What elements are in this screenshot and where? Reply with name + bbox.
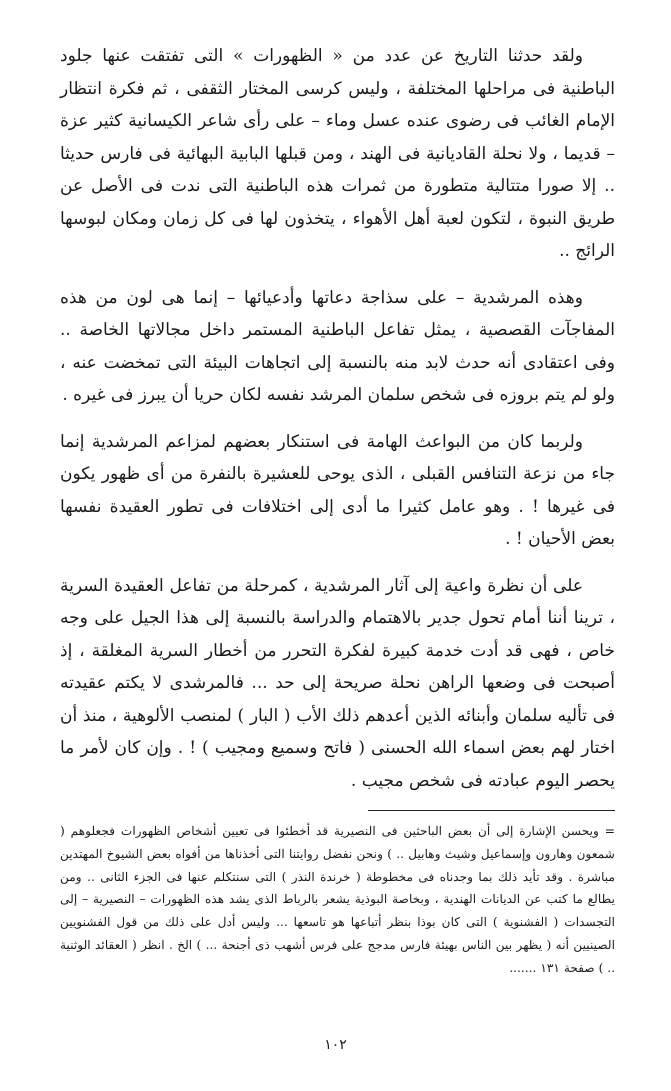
paragraph-2: وهذه المرشدية – على سذاجة دعاتها وأدعيائها – إنما هى لون من هذه المفاجآت القصصية ، يمثل تفاعل الباطنية المستمر داخل مجالاتها الخاصة .. وفى اعتقادى أنه حدث لابد منه بالنسبة إلى اتجاهات البيئة التى تمخضت عنه ، ولو لم يتم بروزه فى شخص سلمان المرشد نفسه لكان حريا أن يبرز فى غيره . [60, 287, 615, 405]
footnote-divider [368, 810, 615, 811]
footnotes [60, 820, 615, 980]
main-text [60, 40, 615, 797]
footnote-text: = ويحسن الإشارة إلى أن بعض الباحثين فى النصيرية قد أخطئوا فى تعيين أشخاص الظهورات فجعلوهم ( شمعون وهارون وإسماعيل وشيث وهابيل .. ) ونحن نفضل روايتنا التى أخذناها من أفواه بعض الشيوخ المهتدين مباشرة . وقد تأيد ذلك بما وجدناه فى مخطوطة ( خرندة النذر ) التى سنتكلم عنها فى الجزء الثانى .. ومن يطالع ما كتب عن الديانات الهندية ، وبخاصة البوذية يشعر بالرباط الذى يشد هذه الظهورات – النصيرية – إلى التجسدات ( الفشنوية ) التى كان بوذا بنظر أتباعها هو تاسعها ... وليس أدل على ذلك من قول الفشنويين الصينيين أنه ( يظهر بين الناس بهيئة فارس مدجج على فرس أشهب ذى أجنحة ... ) الخ . انظر ( العقائد الوثنية .. ) صفحة ١٣١ ....... [60, 824, 615, 975]
paragraph-3: ولربما كان من البواعث الهامة فى استنكار بعضهم لمزاعم المرشدية إنما جاء من نزعة التنافس القبلى ، الذى يوحى للعشيرة بالنفرة من أى ظهور يكون فى غيرها ! . وهو عامل كثيرا ما أدى إلى اختلافات فى تطور العقيدة نفسها بعض الأحيان ! . [60, 431, 615, 549]
paragraph-gap [60, 268, 615, 282]
paragraph-1: ولقد حدثنا التاريخ عن عدد من « الظهورات » التى تفتقت عنها جلود الباطنية فى مراحلها المختلفة ، وليس كرسى المختار الثقفى ، ثم فكرة انتظار الإمام الغائب فى رضوى عنده عسل وماء – على رأى شاعر الكيسانية كثير عزة – قديما ، ولا نحلة القاديانية فى الهند ، ومن قبلها البابية البهائية فى فارس حديثا .. إلا صورا متتالية متطورة من ثمرات هذه الباطنية التى ندت فى الأصل عن طريق النبوة ، لتكون لعبة أهل الأهواء ، يتخذون لها فى كل زمان ومكان لبوسها الرائج .. [60, 46, 615, 261]
page-number: ١٠٢ [324, 1037, 347, 1053]
paragraph-gap [60, 556, 615, 570]
paragraph-gap [60, 412, 615, 426]
paragraph-4: على أن نظرة واعية إلى آثار المرشدية ، كمرحلة من تفاعل العقيدة السرية ، ترينا أننا أمام تحول جدير بالاهتمام والدراسة بالنسبة إلى هذا الجيل على وجه خاص ، فهى قد أدت خدمة كبيرة لفكرة التحرر من أخطار السرية المغلقة ، إذ أصبحت فى وضعها الراهن نحلة صريحة إلى حد ... فالمرشدى لا يكتم عقيدته فى تأليه سلمان وأبنائه الذين أعدهم ذلك الأب ( البار ) لمنصب الألوهية ، منذ أن اختار لهم بعض اسماء الله الحسنى ( فاتح وسميع ومجيب ) ! . وإن كان لأمر ما يحصر اليوم عبادته فى شخص مجيب . [60, 575, 615, 791]
